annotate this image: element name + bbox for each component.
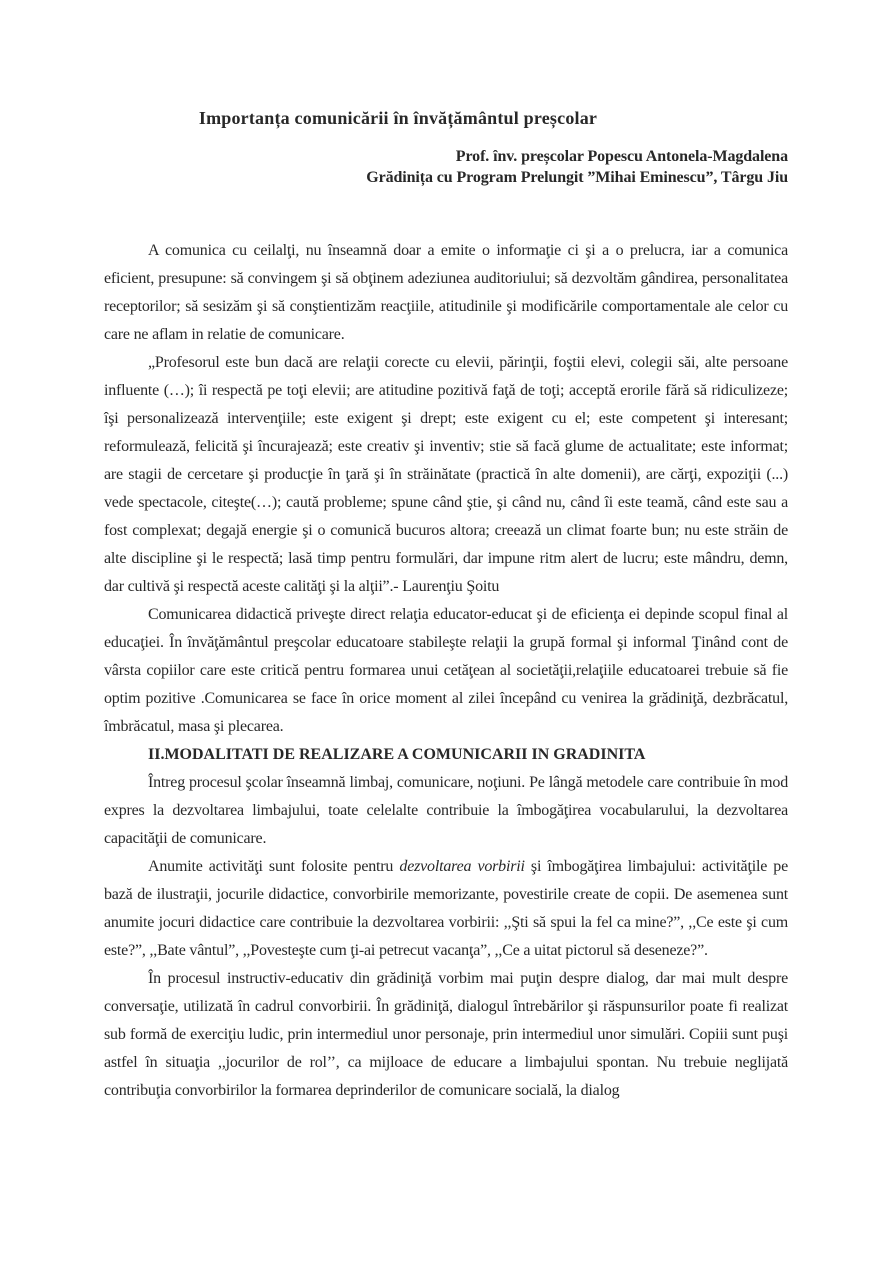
paragraph-school-process: Întreg procesul şcolar înseamnă limbaj, comunicare, noţiuni. Pe lângă metodele care contribuie în mod expres la dezvoltarea limbajului, toate celelalte contribuie la îmbogăţirea vocabularului, la dezvoltarea capacităţii de comunicare. [104,774,788,847]
paragraph-activities-italic-term: dezvoltarea vorbirii [399,858,525,875]
byline-institution: Grădinița cu Program Prelungit ”Mihai Eminescu”, Târgu Jiu [366,169,788,186]
paragraph-communication-intro: A comunica cu ceilalţi, nu înseamnă doar a emite o informaţie ci şi a o prelucra, iar a comunica eficient, presupune: să convingem şi să obţinem adeziunea auditoriului; să dezvoltăm gândirea, personalitatea receptorilor; să sesizăm şi să conştientizăm reacţiile, atitudinile şi modificările comportamentale ale celor cu care ne aflam in relatie de comunicare. [104,242,788,343]
byline-author: Prof. înv. preșcolar Popescu Antonela-Magdalena [455,148,788,165]
document-content [104,0,788,1105]
paragraph-activities-start: Anumite activităţi sunt folosite pentru [148,858,400,875]
paragraph-good-teacher-quote: „Profesorul este bun dacă are relaţii corecte cu elevii, părinţii, foştii elevi, colegii săi, alte persoane influente (…); îi respectă pe toţi elevii; are atitudine pozitivă faţă de toţi; acceptă erorile fără să ridiculizeze; îşi personalizează intervenţiile; este exigent şi drept; este exigent cu el; este competent şi interesant; reformulează, felicită şi încurajează; este creativ şi inventiv; stie să facă glume de actualitate; este informat; are stagii de cercetare şi producţie în ţară şi în străinătate (practică în alte domenii), are cărţi, expoziţii (...) vede spectacole, citeşte(…); caută probleme; spune când ştie, şi când nu, când îi este teamă, când este sau a fost complexat; degajă energie şi o comunică bucuros altora; creează un climat foarte bun; nu este străin de alte discipline şi le respectă; lasă timp pentru formulări, dar impune ritm alert de lucru; este mândru, demn, dar cultivă şi respectă aceste calităţi şi la alţii”.- Laurenţiu Şoitu [104,354,788,595]
document-body [104,237,788,1105]
paragraph-didactic-communication: Comunicarea didactică priveşte direct relaţia educator-educat şi de eficienţa ei depinde scopul final al educaţiei. În învăţământul preşcolar educatoare stabileşte relaţii la grupă formal şi informal Ţinând cont de vârsta copiilor care este critică pentru formarea unui cetăţean al societăţii,relaţiile educatoarei trebuie să fie optim pozitive .Comunicarea se face în orice moment al zilei începând cu venirea la grădiniţă, dezbrăcatul, îmbrăcatul, masa şi plecarea. [104,606,788,735]
byline [104,146,788,188]
document-title: Importanța comunicării în învățământul preșcolar [198,108,598,128]
section-heading-modalitati: II.MODALITATI DE REALIZARE A COMUNICARII IN GRADINITA [148,746,646,763]
paragraph-dialogue-conversation: În procesul instructiv-educativ din grădiniţă vorbim mai puţin despre dialog, dar mai mult despre conversaţie, utilizată în cadrul convorbirii. În grădiniţă, dialogul întrebărilor şi răspunsurilor poate fi realizat sub formă de exerciţiu ludic, prin intermediul unor personaje, prin intermediul unor simulări. Copiii sunt puşi astfel în situaţia ,,jocurilor de rol’’, ca mijloace de educare a limbajului spontan. Nu trebuie neglijată contribuţia convorbirilor la formarea deprinderilor de comunicare socială, la dialog [104,970,788,1099]
paragraph-activities [104,853,788,965]
paragraph-activities-rest: şi îmbogăţirea limbajului: activităţile pe bază de ilustraţii, jocurile didactice, convorbirile memorizante, povestirile create de copii. De asemenea sunt anumite jocuri didactice care contribuie la dezvoltarea vorbirii: ,,Şti să spui la fel ca mine?”, ,,Ce este şi cum este?”, ,,Bate vântul”, ,,Povesteşte cum ţi-ai petrecut vacanţa”, ,,Ce a uitat pictorul să deseneze?”. [104,858,788,959]
